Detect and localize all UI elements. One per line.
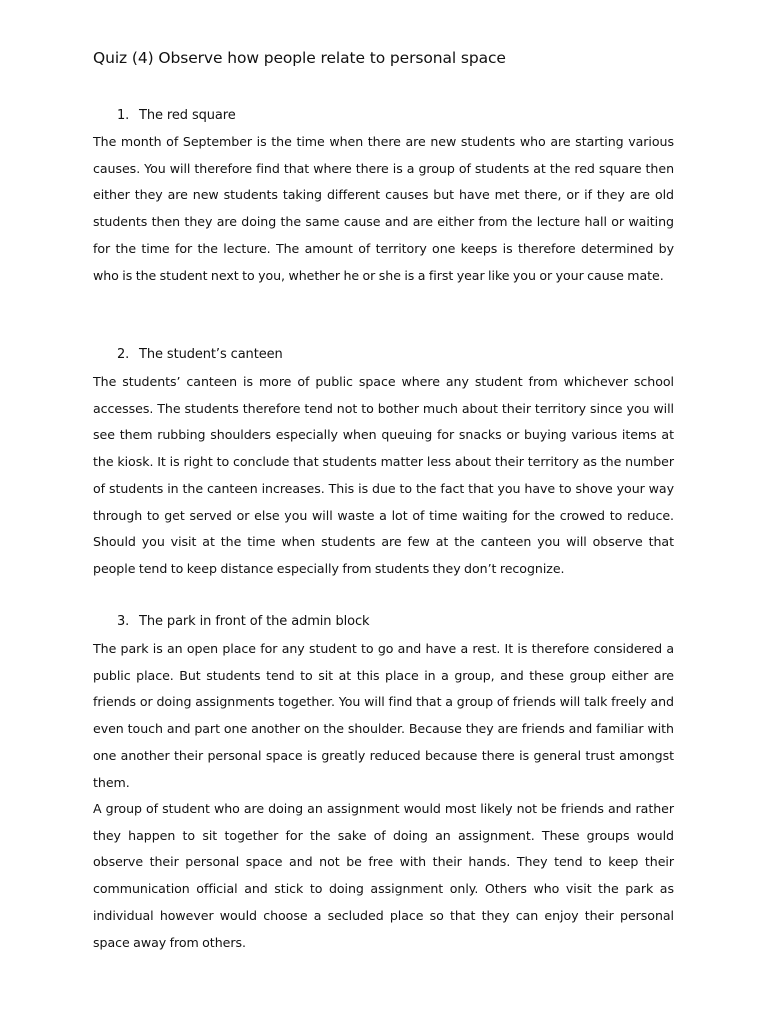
section-heading-3 — [117, 614, 369, 629]
section-3-paragraph-2: A group of student who are doing an assignment would most likely not be friends and rather they happen to sit together for the sake of doing an assignment. These groups would observe their personal space and not be free with their hands. They tend to keep their communication official and stick to doing assignment only. Others who visit the park as individual however would choose a secluded place so that they can enjoy their personal space away from others. — [93, 801, 674, 950]
section-2-paragraph-1: The students’ canteen is more of public space where any student from whichever school accesses. The students therefore tend not to bother much about their territory since you will see them rubbing shoulders especially when queuing for snacks or buying various items at the kiosk. It is right to conclude that students matter less about their territory as the number of students in the canteen increases. This is due to the fact that you have to shove your way through to get served or else you will waste a lot of time waiting for the crowed to reduce. Should you visit at the time when students are few at the canteen you will observe that people tend to keep distance especially from students they don’t recognize. — [93, 374, 674, 576]
section-title: The park in front of the admin block — [139, 614, 370, 629]
section-title: The red square — [139, 108, 236, 123]
section-title: The student’s canteen — [139, 347, 283, 362]
section-heading-1 — [117, 108, 236, 123]
page-title: Quiz (4) Observe how people relate to personal space — [93, 49, 506, 67]
section-number: 3. — [117, 614, 130, 629]
section-3-paragraph-1: The park is an open place for any student to go and have a rest. It is therefore considered a public place. But students tend to sit at this place in a group, and these group either are friends or doing assignments together. You will find that a group of friends will talk freely and even touch and part one another on the shoulder. Because they are friends and familiar with one another their personal space is greatly reduced because there is general trust amongst them. — [93, 641, 674, 790]
section-heading-2 — [117, 347, 283, 362]
section-number: 1. — [117, 108, 130, 123]
section-1-paragraph-1: The month of September is the time when there are new students who are starting various causes. You will therefore find that where there is a group of students at the red square then either they are new students taking different causes but have met there, or if they are old students then they are doing the same cause and are either from the lecture hall or waiting for the time for the lecture. The amount of territory one keeps is therefore determined by who is the student next to you, whether he or she is a first year like you or your cause mate. — [93, 134, 674, 283]
section-number: 2. — [117, 347, 130, 362]
